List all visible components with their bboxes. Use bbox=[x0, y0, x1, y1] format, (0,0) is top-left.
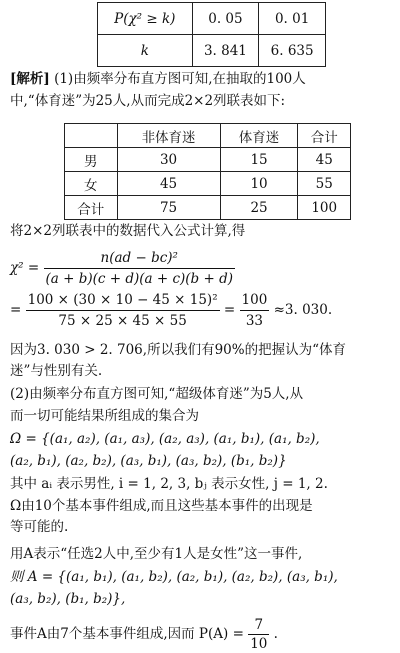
text-line: 事件A由7个基本事件组成,因而 P(A) = bbox=[10, 626, 244, 642]
table-cell: 非体育迷 bbox=[117, 124, 220, 148]
table-row bbox=[65, 172, 351, 196]
text-line: (2)由频率分布直方图可知,“超级体育迷”为5人,从 bbox=[10, 386, 304, 402]
table-row bbox=[98, 3, 326, 35]
table-cell: 75 bbox=[117, 196, 220, 220]
fraction bbox=[248, 616, 269, 653]
equals-sign: = bbox=[223, 302, 236, 318]
event-set-line: 则 A = {(a₁, b₁), (a₁, b₂), (a₂, b₁), (a₂, b₂), (a₃, b₁), bbox=[10, 569, 338, 585]
chi-square-calculation bbox=[10, 290, 332, 331]
table-cell: 合计 bbox=[298, 124, 351, 148]
period: . bbox=[273, 626, 278, 642]
event-set-line: (a₃, b₂), (b₁, b₂)}, bbox=[10, 591, 126, 607]
fraction-numerator: 100 bbox=[240, 290, 270, 311]
table-cell: 合计 bbox=[65, 196, 118, 220]
table-cell: 女 bbox=[65, 172, 118, 196]
critical-value-table bbox=[97, 2, 326, 67]
table-cell: 25 bbox=[220, 196, 298, 220]
text-line: 用A表示“任选2人中,至少有1人是女性”这一事件, bbox=[10, 546, 303, 562]
table-cell: 30 bbox=[117, 148, 220, 172]
fraction bbox=[240, 290, 270, 331]
table-cell: 55 bbox=[298, 172, 351, 196]
table-cell: 3. 841 bbox=[192, 35, 259, 67]
table-cell: P(χ² ≥ k) bbox=[98, 3, 193, 35]
table-cell: 男 bbox=[65, 148, 118, 172]
sample-space-line: Ω = {(a₁, a₂), (a₁, a₃), (a₂, a₃), (a₁, b₁), (a₁, b₂), bbox=[10, 431, 320, 447]
table-cell bbox=[65, 124, 118, 148]
table-cell: 100 bbox=[298, 196, 351, 220]
fraction-numerator: 100 × (30 × 10 − 45 × 15)² bbox=[26, 290, 220, 311]
text-line: 而一切可能结果所组成的集合为 bbox=[10, 408, 199, 424]
table-cell: 6. 635 bbox=[259, 35, 326, 67]
table-cell: 10 bbox=[220, 172, 298, 196]
chi-square-formula bbox=[10, 248, 235, 289]
fraction bbox=[44, 248, 236, 289]
text-line: 迷”与性别有关. bbox=[10, 363, 103, 379]
fraction-denominator: (a + b)(c + d)(a + c)(b + d) bbox=[45, 271, 233, 287]
text-line: 因为3. 030 > 2. 706,所以我们有90%的把握认为“体育 bbox=[10, 342, 346, 358]
table-cell: 15 bbox=[220, 148, 298, 172]
table-cell: 45 bbox=[298, 148, 351, 172]
fraction-denominator: 10 bbox=[250, 636, 268, 652]
text-line: Ω由10个基本事件组成,而且这些基本事件的出现是 bbox=[10, 498, 313, 514]
fraction-numerator: n(ad − bc)² bbox=[44, 248, 236, 269]
table-cell: 45 bbox=[117, 172, 220, 196]
text-line: 等可能的. bbox=[10, 519, 69, 535]
table-cell: 体育迷 bbox=[220, 124, 298, 148]
analysis-label: [解析] bbox=[10, 71, 50, 87]
chi-symbol: χ² = bbox=[10, 260, 40, 276]
table-header-row bbox=[65, 124, 351, 148]
probability-conclusion bbox=[10, 616, 278, 653]
approx-result: ≈3. 030. bbox=[273, 302, 333, 318]
contingency-table bbox=[64, 123, 351, 220]
text-line: (1)由频率分布直方图可知,在抽取的100人 bbox=[54, 71, 306, 87]
table-cell: 0. 01 bbox=[259, 3, 326, 35]
sample-space-line: (a₂, b₁), (a₂, b₂), (a₃, b₁), (a₃, b₂), (b₁, b₂)} bbox=[10, 453, 287, 469]
table-row bbox=[65, 196, 351, 220]
table-row bbox=[65, 148, 351, 172]
table-cell: 0. 05 bbox=[192, 3, 259, 35]
fraction-numerator: 7 bbox=[248, 616, 269, 635]
fraction-denominator: 33 bbox=[245, 313, 264, 329]
fraction-denominator: 75 × 25 × 45 × 55 bbox=[58, 313, 187, 329]
table-row bbox=[98, 35, 326, 67]
fraction bbox=[26, 290, 220, 331]
table-cell: k bbox=[98, 35, 193, 67]
text-line: 中,“体育迷”为25人,从而完成2×2列联表如下: bbox=[10, 93, 286, 109]
text-line: 将2×2列联表中的数据代入公式计算,得 bbox=[10, 223, 246, 239]
equals-sign: = bbox=[10, 302, 22, 318]
text-line: 其中 aᵢ 表示男性, i = 1, 2, 3, bⱼ 表示女性, j = 1, 2. bbox=[10, 476, 328, 492]
analysis-paragraph-1 bbox=[10, 70, 306, 88]
